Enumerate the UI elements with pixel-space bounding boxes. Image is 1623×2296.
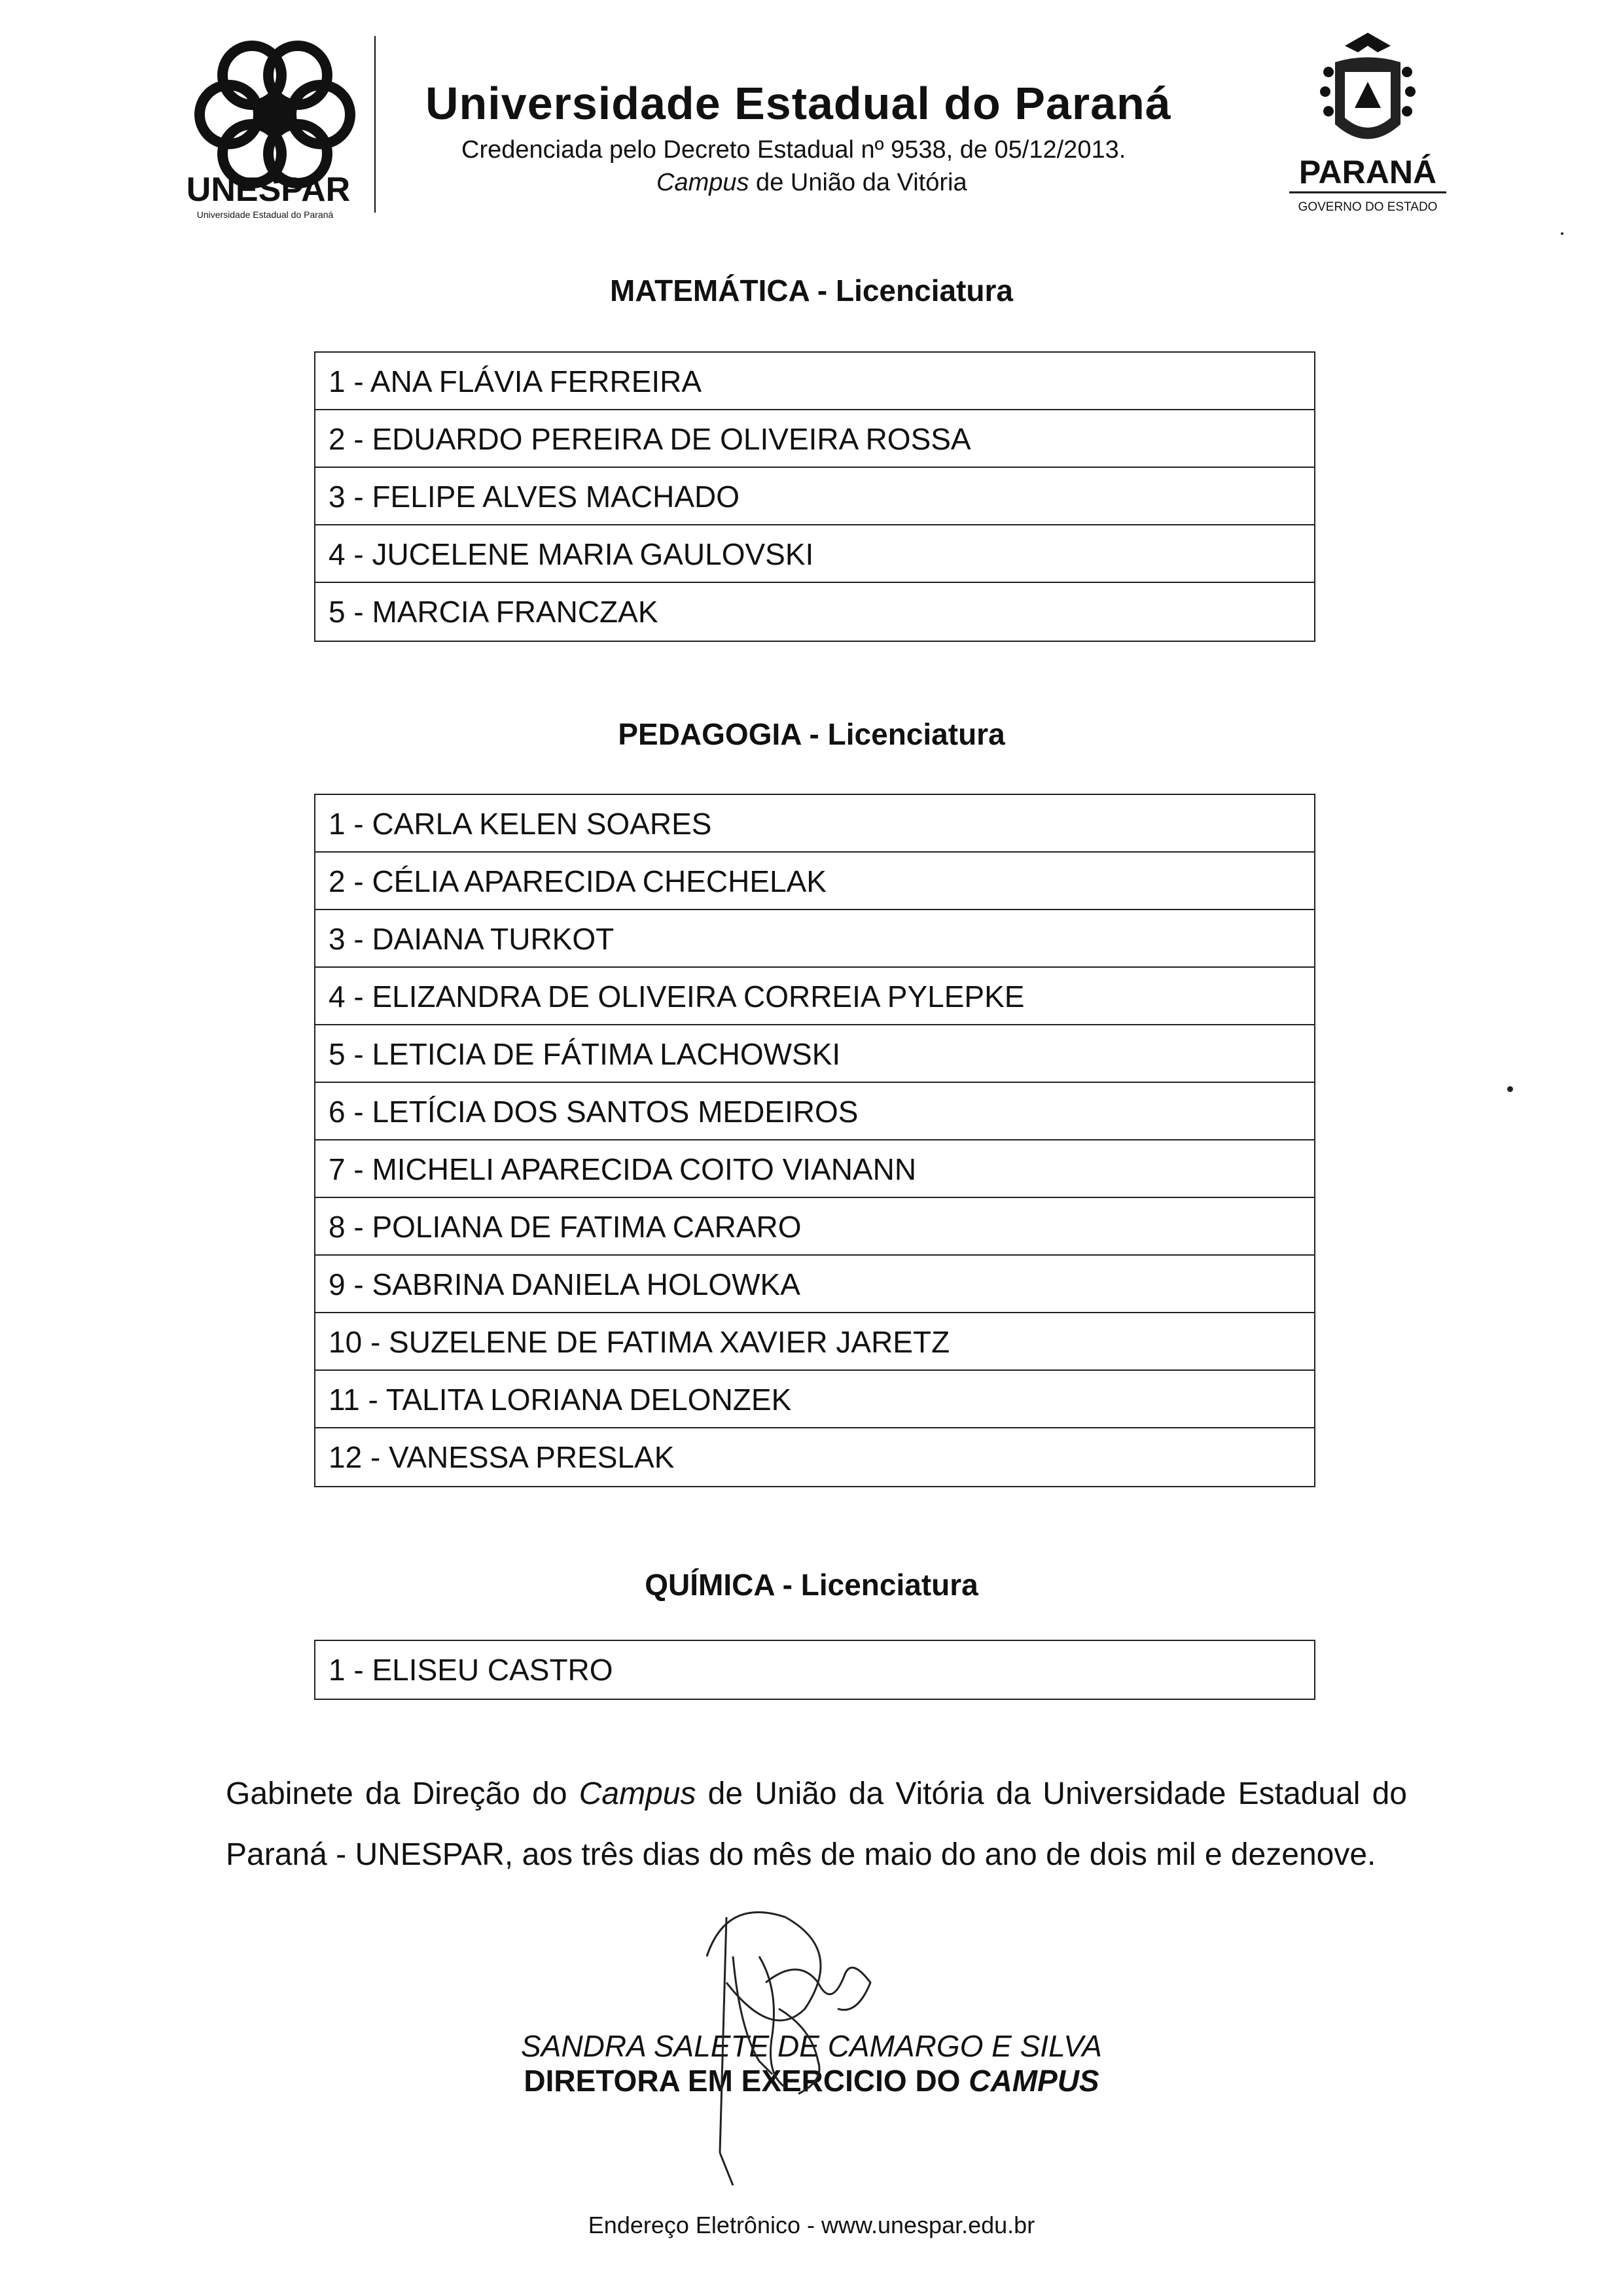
list-item: 1 - CARLA KELEN SOARES [315, 795, 1314, 853]
list-item: 4 - JUCELENE MARIA GAULOVSKI [315, 525, 1314, 583]
campus-word: Campus [656, 169, 749, 196]
closing-text-part2: de União da Vitória da Universidade Estadual do Paraná - UNESPAR, aos três dias do mês de maio do ano de dois mil e dezenove. [226, 1776, 1407, 1872]
scan-speck [1561, 232, 1563, 235]
parana-logo-subtext: GOVERNO DO ESTADO [1298, 200, 1438, 214]
list-item: 8 - POLIANA DE FATIMA CARARO [315, 1198, 1314, 1256]
parana-coat-of-arms [1273, 26, 1463, 216]
list-item: 1 - ANA FLÁVIA FERREIRA [315, 353, 1314, 410]
list-item: 4 - ELIZANDRA DE OLIVEIRA CORREIA PYLEPKE [315, 968, 1314, 1025]
handwritten-signature [628, 1878, 942, 2185]
scan-speck [1507, 1086, 1513, 1092]
campus-location: de União da Vitória [749, 169, 967, 196]
signatory-role-campus: CAMPUS [969, 2064, 1099, 2098]
list-quimica [314, 1640, 1315, 1700]
decree-line: Credenciada pelo Decreto Estadual nº 9538, de 05/12/2013. [461, 136, 1126, 164]
list-item: 2 - EDUARDO PEREIRA DE OLIVEIRA ROSSA [315, 410, 1314, 468]
list-item: 7 - MICHELI APARECIDA COITO VIANANN [315, 1140, 1314, 1198]
list-item: 3 - FELIPE ALVES MACHADO [315, 468, 1314, 525]
closing-paragraph [226, 1763, 1407, 1885]
university-name: Universidade Estadual do Paraná [425, 78, 1171, 129]
list-item: 6 - LETÍCIA DOS SANTOS MEDEIROS [315, 1083, 1314, 1140]
list-item: 2 - CÉLIA APARECIDA CHECHELAK [315, 853, 1314, 910]
list-item: 3 - DAIANA TURKOT [315, 910, 1314, 968]
list-item: 5 - LETICIA DE FÁTIMA LACHOWSKI [315, 1025, 1314, 1083]
list-item: 9 - SABRINA DANIELA HOLOWKA [315, 1256, 1314, 1313]
footer-address: Endereço Eletrônico - www.unespar.edu.br [588, 2212, 1035, 2238]
section-title-pedagogia: PEDAGOGIA - Licenciatura [618, 717, 1005, 751]
unespar-logo [167, 29, 383, 219]
section-title-quimica: QUÍMICA - Licenciatura [645, 1568, 978, 1602]
section-title-matematica: MATEMÁTICA - Licenciatura [610, 274, 1013, 308]
signatory-role-text: DIRETORA EM EXERCICIO DO [524, 2064, 969, 2098]
list-item: 5 - MARCIA FRANCZAK [329, 595, 658, 629]
signatory-name: SANDRA SALETE DE CAMARGO E SILVA [521, 2029, 1102, 2063]
list-matematica [314, 351, 1315, 642]
list-item: 11 - TALITA LORIANA DELONZEK [315, 1371, 1314, 1428]
closing-text-part1: Gabinete da Direção do [226, 1776, 579, 1811]
list-item: 10 - SUZELENE DE FATIMA XAVIER JARETZ [315, 1313, 1314, 1371]
list-item: 1 - ELISEU CASTRO [329, 1653, 613, 1687]
list-item: 12 - VANESSA PRESLAK [329, 1440, 675, 1474]
unespar-logo-text: UNESPAR [186, 171, 351, 209]
list-pedagogia [314, 794, 1315, 1487]
closing-campus-word: Campus [579, 1776, 696, 1811]
parana-logo-text: PARANÁ [1298, 154, 1437, 190]
campus-line [656, 169, 967, 197]
unespar-logo-subtext: Universidade Estadual do Paraná [196, 209, 334, 219]
